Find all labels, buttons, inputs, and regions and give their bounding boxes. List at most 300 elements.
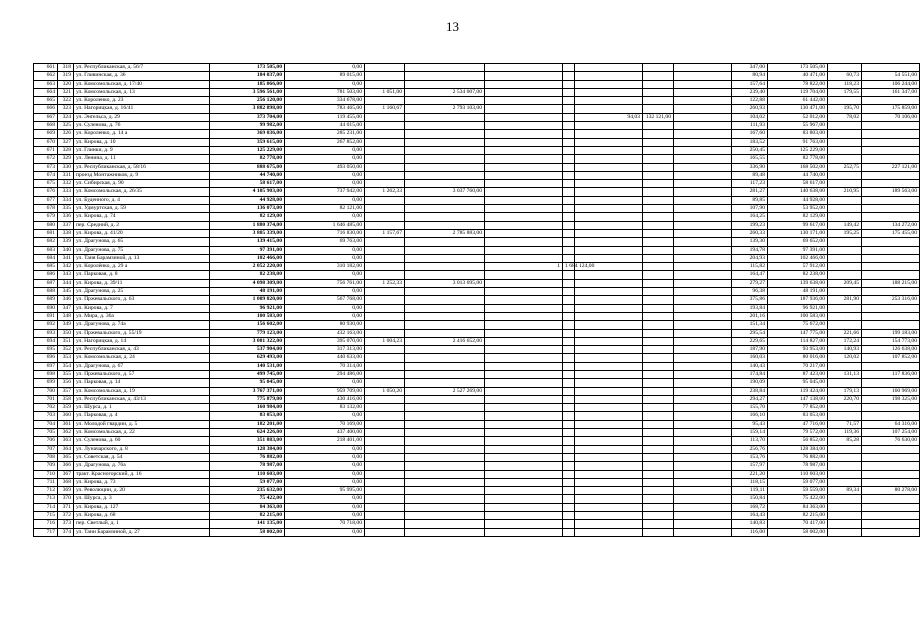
table-cell: 661 — [34, 64, 58, 72]
table-cell: 3 013 695,00 — [405, 279, 485, 287]
table-cell — [405, 453, 485, 461]
table-cell — [828, 528, 862, 536]
table-cell — [828, 412, 862, 420]
table-cell — [563, 329, 575, 337]
table-cell — [828, 246, 862, 254]
table-cell: 324 — [58, 113, 74, 121]
table-cell: 681 — [34, 229, 58, 237]
table-cell: 688 — [34, 288, 58, 296]
table-cell — [485, 97, 563, 105]
table-row — [34, 453, 920, 461]
table-row — [34, 279, 920, 287]
table-cell — [575, 495, 643, 503]
table-cell — [828, 321, 862, 329]
table-cell: 82 121,00 — [285, 205, 365, 213]
table-cell: 102 466,00 — [768, 254, 828, 262]
table-cell — [828, 254, 862, 262]
table-cell: 678 — [34, 205, 58, 213]
table-cell — [405, 196, 485, 204]
table-cell — [575, 429, 643, 437]
table-cell: 285 231,00 — [285, 130, 365, 138]
table-cell — [674, 122, 732, 130]
table-cell — [575, 528, 643, 536]
table-cell: 3 037 760,00 — [405, 188, 485, 196]
table-cell — [485, 229, 563, 237]
table-cell — [405, 254, 485, 262]
table-cell — [575, 395, 643, 403]
table-cell: 357 — [58, 387, 74, 395]
table-cell: 160 969,00 — [862, 387, 920, 395]
table-row — [34, 437, 920, 445]
table-cell — [674, 379, 732, 387]
table-cell — [575, 188, 643, 196]
table-cell: ул. Королёнко, д. 29 а — [74, 263, 210, 271]
table-cell: 128 384,00 — [768, 445, 828, 453]
table-cell — [643, 97, 674, 105]
table-cell — [674, 246, 732, 254]
table-cell: 710 — [34, 470, 58, 478]
table-cell: 82 129,00 — [768, 213, 828, 221]
table-cell: ул. Пржевальского, д. 63 — [74, 296, 210, 304]
table-cell — [563, 503, 575, 511]
table-row — [34, 113, 920, 121]
table-cell — [485, 395, 563, 403]
table-cell — [365, 321, 405, 329]
table-cell — [575, 271, 643, 279]
table-row — [34, 221, 920, 229]
table-cell — [365, 429, 405, 437]
table-cell — [485, 312, 563, 320]
table-cell: 667 — [34, 113, 58, 121]
table-cell — [563, 271, 575, 279]
table-cell — [563, 196, 575, 204]
table-cell — [563, 453, 575, 461]
table-cell — [563, 296, 575, 304]
table-cell — [828, 146, 862, 154]
table-cell: 3 081 322,00 — [210, 337, 285, 345]
table-cell — [365, 370, 405, 378]
table-row — [34, 122, 920, 130]
table-cell — [365, 478, 405, 486]
table-cell: 3 882 898,00 — [210, 105, 285, 113]
table-cell: ул. Кирова, д. 39/11 — [74, 279, 210, 287]
table-cell — [563, 412, 575, 420]
table-cell: 218 401,00 — [285, 437, 365, 445]
table-cell: 340 — [58, 246, 74, 254]
table-row — [34, 478, 920, 486]
table-cell: 323 — [58, 105, 74, 113]
table-cell: 349 — [58, 321, 74, 329]
table-cell — [643, 445, 674, 453]
table-cell — [674, 478, 732, 486]
table-cell — [862, 263, 920, 271]
table-cell — [405, 163, 485, 171]
table-cell — [674, 528, 732, 536]
table-cell: 132 121,00 — [643, 113, 674, 121]
table-cell — [485, 296, 563, 304]
table-cell — [828, 238, 862, 246]
table-cell — [485, 321, 563, 329]
table-cell — [828, 379, 862, 387]
table-cell: 260,93 — [732, 105, 768, 113]
table-cell — [563, 312, 575, 320]
table-cell — [643, 528, 674, 536]
table-cell — [643, 412, 674, 420]
table-cell — [674, 296, 732, 304]
table-cell: 683 — [34, 246, 58, 254]
table-cell — [643, 503, 674, 511]
table-cell — [862, 512, 920, 520]
table-cell — [828, 155, 862, 163]
table-row — [34, 520, 920, 528]
table-cell: 128 384,00 — [210, 445, 285, 453]
table-cell — [485, 163, 563, 171]
table-cell — [365, 503, 405, 511]
table-cell: 0,00 — [285, 445, 365, 453]
table-cell — [674, 346, 732, 354]
table-cell: ул. Кирова, д. 7 — [74, 304, 210, 312]
table-cell — [643, 88, 674, 96]
table-cell: 134 272,00 — [862, 221, 920, 229]
table-cell: 783 465,00 — [285, 105, 365, 113]
table-cell: 329 — [58, 155, 74, 163]
table-cell — [674, 88, 732, 96]
table-cell: 437 400,00 — [285, 429, 365, 437]
table-cell: ул. Драгунова, д. 74а — [74, 321, 210, 329]
table-cell — [485, 221, 563, 229]
table-cell — [563, 130, 575, 138]
table-cell: 160,03 — [732, 354, 768, 362]
table-cell — [862, 495, 920, 503]
table-cell — [643, 420, 674, 428]
table-cell: 95 995,00 — [285, 487, 365, 495]
table-cell: 250,45 — [732, 146, 768, 154]
table-cell — [674, 138, 732, 146]
table-cell: 82 778,00 — [768, 155, 828, 163]
table-cell: 713 — [34, 495, 58, 503]
table-cell — [485, 155, 563, 163]
table-cell: 183,52 — [732, 138, 768, 146]
table-cell: 346 — [58, 296, 74, 304]
table-cell — [674, 412, 732, 420]
table-cell — [485, 196, 563, 204]
table-cell: 120,02 — [828, 354, 862, 362]
table-cell: 371 — [58, 503, 74, 511]
table-cell: 691 — [34, 312, 58, 320]
table-cell: 0,00 — [285, 288, 365, 296]
table-cell: 2 785 883,00 — [405, 229, 485, 237]
table-cell: 668 — [34, 122, 58, 130]
table-row — [34, 528, 920, 536]
table-cell — [365, 304, 405, 312]
table-cell: 115,82 — [732, 263, 768, 271]
table-cell: 119,11 — [732, 487, 768, 495]
table-cell: 281,27 — [732, 188, 768, 196]
table-cell — [862, 246, 920, 254]
table-cell — [828, 64, 862, 72]
table-cell: 327 — [58, 138, 74, 146]
table-cell — [365, 520, 405, 528]
table-cell — [365, 412, 405, 420]
table-row — [34, 155, 920, 163]
table-cell: ул. Драгунова, д. 75 — [74, 246, 210, 254]
table-cell — [674, 404, 732, 412]
table-cell: 1 157,67 — [365, 229, 405, 237]
table-cell: 69 652,00 — [768, 238, 828, 246]
table-cell: 310 182,00 — [285, 263, 365, 271]
table-cell: 342 — [58, 263, 74, 271]
table-cell — [862, 503, 920, 511]
table-cell — [575, 196, 643, 204]
table-cell: тракт. Красногорский, д. 16 — [74, 470, 210, 478]
table-cell: 58 617,00 — [768, 180, 828, 188]
table-cell: 362 — [58, 429, 74, 437]
table-cell — [365, 196, 405, 204]
table-cell: 330 — [58, 163, 74, 171]
table-cell: 221,20 — [732, 470, 768, 478]
table-cell — [643, 304, 674, 312]
table-cell — [674, 146, 732, 154]
table-cell — [862, 462, 920, 470]
table-cell — [643, 180, 674, 188]
table-cell: 96 921,00 — [768, 304, 828, 312]
table-cell — [365, 437, 405, 445]
table-cell — [643, 213, 674, 221]
table-cell: 361 — [58, 420, 74, 428]
table-cell: 295,54 — [732, 329, 768, 337]
table-cell: 347,00 — [732, 64, 768, 72]
table-cell: 89,48 — [732, 171, 768, 179]
table-cell — [674, 437, 732, 445]
table-cell: 322 — [58, 97, 74, 105]
table-cell: 58 002,00 — [210, 528, 285, 536]
table-row — [34, 462, 920, 470]
table-cell: 669 — [34, 130, 58, 138]
table-cell: 663 — [34, 80, 58, 88]
table-cell — [674, 453, 732, 461]
table-cell: 54 551,00 — [862, 72, 920, 80]
table-cell: 671 — [34, 146, 58, 154]
table-cell: 107 254,00 — [862, 429, 920, 437]
table-cell — [674, 420, 732, 428]
table-cell: 702 — [34, 404, 58, 412]
table-row — [34, 321, 920, 329]
table-cell — [643, 271, 674, 279]
table-cell — [485, 279, 563, 287]
table-cell — [563, 64, 575, 72]
table-cell — [365, 72, 405, 80]
table-cell: 175 859,00 — [862, 105, 920, 113]
table-cell: 294 486,00 — [285, 370, 365, 378]
table-cell: 78 987,00 — [210, 462, 285, 470]
table-cell: ул. Республиканская, д. 56/7 — [74, 64, 210, 72]
table-cell: 156 602,00 — [210, 321, 285, 329]
table-cell: ул. Нагорицкая, д. 14 — [74, 337, 210, 345]
table-cell: ул. Пржевальского, д. 57 — [74, 370, 210, 378]
table-cell — [643, 279, 674, 287]
table-row — [34, 445, 920, 453]
table-cell — [643, 105, 674, 113]
table-cell: 685 — [34, 263, 58, 271]
table-cell: 360 — [58, 412, 74, 420]
table-cell: 220,70 — [828, 395, 862, 403]
table-cell — [828, 205, 862, 213]
table-cell: 78,02 — [828, 113, 862, 121]
table-cell: 199 183,00 — [862, 329, 920, 337]
table-cell — [485, 88, 563, 96]
table-cell: 97 391,00 — [768, 246, 828, 254]
table-cell — [643, 155, 674, 163]
table-cell — [405, 420, 485, 428]
table-cell — [405, 64, 485, 72]
table-cell — [563, 246, 575, 254]
table-cell: 1 051,00 — [365, 88, 405, 96]
table-cell: 136 073,00 — [210, 205, 285, 213]
table-cell — [828, 470, 862, 478]
table-cell: 118,15 — [732, 478, 768, 486]
table-cell: 1 004,23 — [365, 337, 405, 345]
table-cell — [643, 188, 674, 196]
table-cell — [674, 362, 732, 370]
table-cell — [575, 180, 643, 188]
table-row — [34, 130, 920, 138]
table-cell: 187 936,00 — [768, 296, 828, 304]
table-cell: 140,93 — [828, 346, 862, 354]
table-cell — [365, 80, 405, 88]
table-cell: 76 882,00 — [210, 453, 285, 461]
table-cell: 161 347,00 — [862, 88, 920, 96]
table-cell: 624 226,00 — [210, 429, 285, 437]
table-cell — [365, 512, 405, 520]
table-cell — [828, 478, 862, 486]
table-cell — [575, 370, 643, 378]
table-cell: 370 — [58, 495, 74, 503]
table-cell — [365, 312, 405, 320]
table-cell — [563, 337, 575, 345]
table-cell — [575, 304, 643, 312]
table-cell: 364 — [58, 445, 74, 453]
table-cell: 664 — [34, 88, 58, 96]
table-cell — [643, 138, 674, 146]
table-cell — [575, 254, 643, 262]
table-cell: 0,00 — [285, 478, 365, 486]
table-cell: 131,13 — [828, 370, 862, 378]
table-cell — [563, 362, 575, 370]
table-cell — [365, 362, 405, 370]
table-cell — [828, 180, 862, 188]
table-cell: 705 — [34, 429, 58, 437]
table-cell — [575, 130, 643, 138]
table-row — [34, 163, 920, 171]
table-cell: 87 423,00 — [768, 370, 828, 378]
table-cell: 333 — [58, 188, 74, 196]
table-cell: 703 — [34, 412, 58, 420]
table-cell — [862, 64, 920, 72]
table-cell: 150,84 — [732, 495, 768, 503]
table-cell: ул. Парковая, д. 14 — [74, 379, 210, 387]
table-cell: 775 879,00 — [210, 395, 285, 403]
table-cell: 687 — [34, 279, 58, 287]
table-cell — [365, 205, 405, 213]
table-cell — [674, 254, 732, 262]
table-cell — [405, 146, 485, 154]
table-cell: 130 171,00 — [768, 229, 828, 237]
table-cell: 675 — [34, 180, 58, 188]
table-cell — [405, 495, 485, 503]
table-cell — [485, 205, 563, 213]
table-cell: 96 921,00 — [210, 304, 285, 312]
table-cell: 235 632,00 — [210, 487, 285, 495]
table-cell — [643, 171, 674, 179]
table-cell — [485, 462, 563, 470]
table-cell: 694 — [34, 337, 58, 345]
table-cell — [575, 412, 643, 420]
table-cell — [575, 213, 643, 221]
table-cell: 714 — [34, 503, 58, 511]
table-cell — [405, 412, 485, 420]
table-cell — [674, 196, 732, 204]
table-cell: 56 852,00 — [768, 437, 828, 445]
table-cell — [485, 146, 563, 154]
table-cell — [485, 246, 563, 254]
table-cell — [674, 520, 732, 528]
table-cell: 151,34 — [732, 321, 768, 329]
table-cell: 194,78 — [732, 246, 768, 254]
table-cell — [674, 213, 732, 221]
table-cell: 0,00 — [285, 180, 365, 188]
table-cell: 130 471,00 — [768, 105, 828, 113]
table-cell: 84 363,00 — [768, 503, 828, 511]
table-cell — [405, 72, 485, 80]
table-cell — [365, 470, 405, 478]
table-cell — [365, 329, 405, 337]
table-cell: 1 684 124,00 — [563, 263, 575, 271]
table-cell — [674, 80, 732, 88]
table-cell — [405, 487, 485, 495]
table-cell: 0,00 — [285, 462, 365, 470]
table-cell — [828, 271, 862, 279]
table-cell — [365, 271, 405, 279]
table-cell — [643, 163, 674, 171]
table-cell: 85,28 — [828, 437, 862, 445]
table-cell: 359 615,00 — [210, 138, 285, 146]
table-cell — [575, 312, 643, 320]
table-cell: ул. Короленко, д. 14 а — [74, 130, 210, 138]
table-cell — [674, 354, 732, 362]
table-cell: 209,45 — [828, 279, 862, 287]
table-cell: 204,93 — [732, 254, 768, 262]
table-cell — [405, 113, 485, 121]
table-cell — [485, 495, 563, 503]
table-cell — [485, 445, 563, 453]
table-cell — [828, 213, 862, 221]
table-cell: 430 416,00 — [285, 395, 365, 403]
table-cell: 190,09 — [732, 379, 768, 387]
table-cell — [643, 354, 674, 362]
table-cell — [405, 503, 485, 511]
table-cell — [674, 329, 732, 337]
table-cell — [485, 329, 563, 337]
table-row — [34, 495, 920, 503]
table-cell: 57 912,00 — [768, 263, 828, 271]
table-cell — [365, 487, 405, 495]
table-cell: ул. Драгунова, д. 25 — [74, 288, 210, 296]
table-cell: 89,34 — [828, 487, 862, 495]
table-cell: 44 740,00 — [768, 171, 828, 179]
table-cell: 355 — [58, 370, 74, 378]
table-cell — [365, 296, 405, 304]
table-cell — [643, 221, 674, 229]
